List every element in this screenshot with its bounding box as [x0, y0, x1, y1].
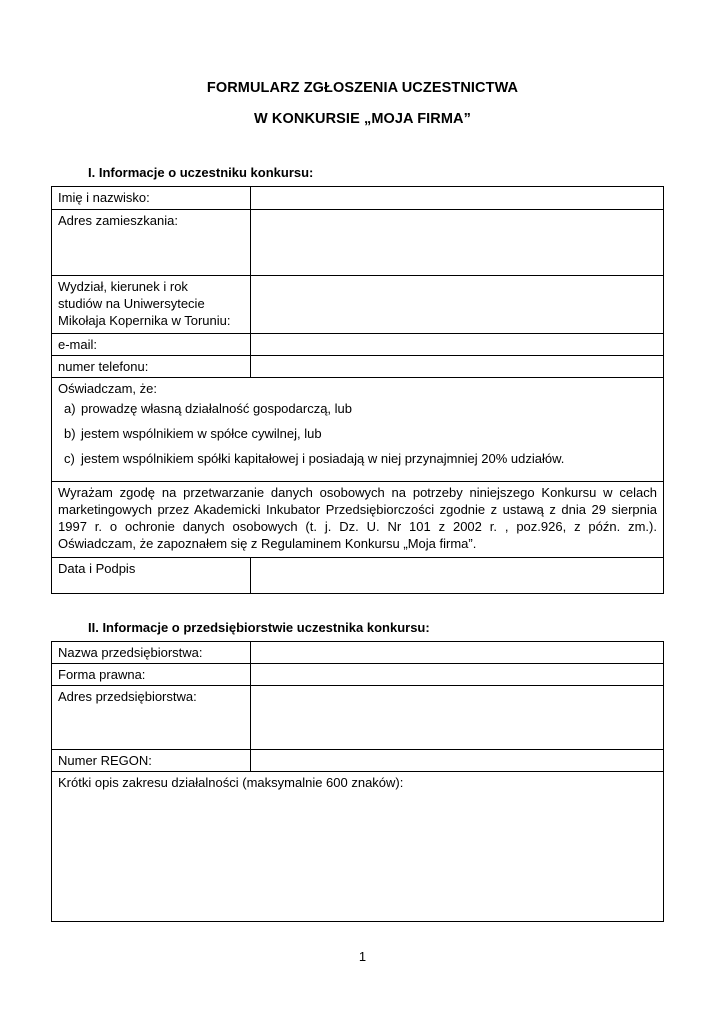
table-row	[52, 482, 664, 558]
address-label: Adres zamieszkania:	[52, 210, 251, 276]
legal-form-label: Forma prawna:	[52, 664, 251, 686]
company-info-table	[51, 641, 664, 922]
activity-description-field[interactable]	[52, 772, 664, 922]
declaration-option-c[interactable]	[58, 450, 657, 467]
name-field[interactable]	[251, 187, 664, 210]
date-signature-label: Data i Podpis	[52, 558, 251, 594]
option-text: jestem wspólnikiem spółki kapitałowej i posiadają w niej przynajmniej 20% udziałów.	[81, 451, 565, 466]
table-row	[52, 276, 664, 334]
faculty-label-line1: Wydział, kierunek i rok	[58, 279, 188, 294]
faculty-field[interactable]	[251, 276, 664, 334]
activity-description-label: Krótki opis zakresu działalności (maksymalnie 600 znaków):	[58, 775, 404, 790]
phone-label: numer telefonu:	[52, 356, 251, 378]
table-row	[52, 210, 664, 276]
section2-heading: II. Informacje o przedsiębiorstwie uczestnika konkursu:	[88, 620, 430, 635]
option-text: prowadzę własną działalność gospodarczą, lub	[81, 401, 352, 416]
declaration-option-a[interactable]	[58, 400, 657, 417]
table-row	[52, 334, 664, 356]
table-row	[52, 356, 664, 378]
company-address-field[interactable]	[251, 686, 664, 750]
declaration-intro: Oświadczam, że:	[58, 381, 157, 396]
table-row	[52, 378, 664, 482]
faculty-label-line2: studiów na Uniwersytecie	[58, 296, 205, 311]
table-row	[52, 642, 664, 664]
address-field[interactable]	[251, 210, 664, 276]
form-title-line2: W KONKURSIE „MOJA FIRMA”	[254, 111, 471, 127]
table-row	[52, 686, 664, 750]
regon-label: Numer REGON:	[52, 750, 251, 772]
option-marker: b)	[64, 426, 76, 441]
option-marker: a)	[64, 401, 76, 416]
form-title-line1: FORMULARZ ZGŁOSZENIA UCZESTNICTWA	[206, 80, 519, 96]
option-text: jestem wspólnikiem w spółce cywilnej, lub	[81, 426, 322, 441]
participant-info-table	[51, 186, 664, 594]
table-row	[52, 750, 664, 772]
faculty-label-line3: Mikołaja Kopernika w Toruniu:	[58, 313, 231, 328]
email-label: e-mail:	[52, 334, 251, 356]
declaration-options	[58, 400, 657, 467]
legal-form-field[interactable]	[251, 664, 664, 686]
company-name-field[interactable]	[251, 642, 664, 664]
declaration-option-b[interactable]	[58, 425, 657, 442]
table-row	[52, 664, 664, 686]
page-number: 1	[358, 949, 367, 964]
table-row	[52, 187, 664, 210]
table-row	[52, 558, 664, 594]
option-marker: c)	[64, 451, 75, 466]
company-address-label: Adres przedsiębiorstwa:	[52, 686, 251, 750]
faculty-label	[52, 276, 251, 334]
declaration-cell	[52, 378, 664, 482]
table-row	[52, 772, 664, 922]
name-label: Imię i nazwisko:	[52, 187, 251, 210]
section1-heading: I. Informacje o uczestniku konkursu:	[88, 165, 314, 180]
regon-field[interactable]	[251, 750, 664, 772]
company-name-label: Nazwa przedsiębiorstwa:	[52, 642, 251, 664]
email-field[interactable]	[251, 334, 664, 356]
date-signature-field[interactable]	[251, 558, 664, 594]
consent-text: Wyrażam zgodę na przetwarzanie danych osobowych na potrzeby niniejszego Konkursu w celach marketingowych przez Akademicki Inkubator Przedsiębiorczości zgodnie z ustawą z dnia 29 sierpnia 1997 r. o ochronie danych osobowych (t. j. Dz. U. Nr 101 z 2002 r. , poz.926, z późn. zm.). Oświadczam, że zapoznałem się z Regulaminem Konkursu „Moja firma”.	[52, 482, 664, 558]
phone-field[interactable]	[251, 356, 664, 378]
